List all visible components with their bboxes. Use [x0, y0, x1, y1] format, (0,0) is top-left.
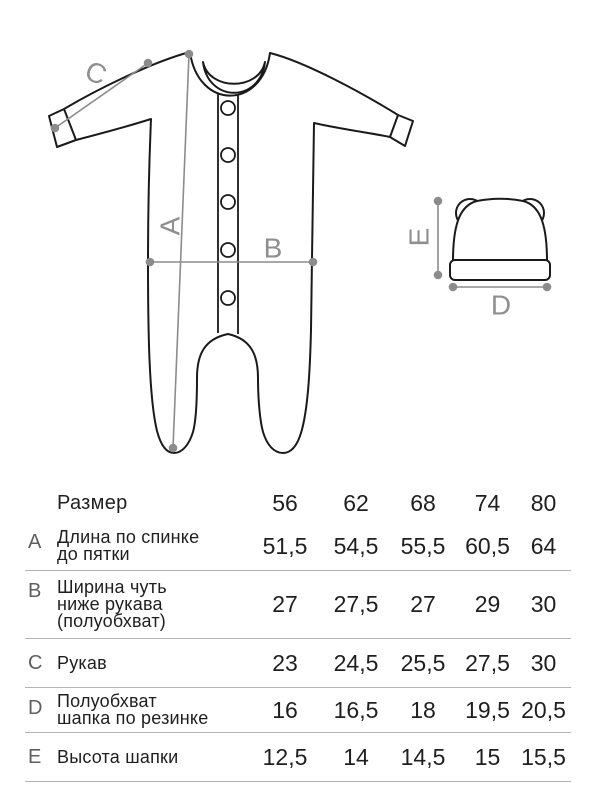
- row-name-line: Рукав: [57, 652, 107, 673]
- row-value: 27,5: [465, 649, 510, 676]
- row-value: 60,5: [465, 532, 510, 559]
- snap-button: [221, 291, 235, 305]
- row-letter: A: [28, 531, 42, 553]
- diagram-label-a: A: [154, 216, 186, 236]
- snap-button: [221, 243, 235, 257]
- size-column-header: 56: [272, 489, 298, 516]
- measure-dot: [544, 284, 551, 291]
- diagram-label-e: E: [403, 227, 435, 247]
- row-name: [57, 746, 245, 767]
- table-row: [25, 688, 571, 733]
- row-value: 15,5: [521, 743, 566, 770]
- row-value: 27: [272, 591, 298, 617]
- row-name: [57, 652, 245, 673]
- size-table: [25, 484, 571, 782]
- measure-dot: [145, 60, 152, 67]
- row-value: 15: [474, 743, 501, 770]
- row-name-line: ниже рукава: [57, 594, 163, 614]
- row-letter: C: [28, 651, 43, 674]
- row-value: 30: [530, 649, 557, 676]
- row-value: 64: [530, 532, 557, 559]
- size-table-body: [25, 522, 571, 782]
- measure-dot: [450, 284, 457, 291]
- size-column-header: 68: [410, 489, 436, 516]
- row-value: 30: [530, 591, 557, 617]
- measure-dot: [310, 259, 317, 266]
- snap-button: [221, 148, 235, 162]
- row-letter: D: [28, 697, 43, 719]
- row-value: 16,5: [333, 696, 379, 723]
- row-name-line: шапка по резинке: [57, 708, 209, 728]
- row-value: 27,5: [333, 591, 379, 617]
- row-name-line: (полуобхват): [57, 611, 166, 631]
- row-name-line: Длина по спинке: [57, 527, 200, 547]
- hat-dome: [453, 199, 547, 261]
- row-name: [57, 693, 245, 727]
- snap-button: [221, 195, 235, 209]
- table-row: [25, 639, 571, 688]
- row-name-line: Полуобхват: [57, 691, 157, 711]
- row-value: 25,5: [400, 649, 446, 676]
- row-name: [57, 529, 245, 563]
- table-row: [25, 522, 571, 571]
- row-name-line: Высота шапки: [57, 746, 179, 767]
- snap-button: [221, 101, 235, 115]
- row-value: 55,5: [400, 532, 446, 559]
- diagram-label-b: B: [263, 232, 283, 264]
- row-name-line: до пятки: [57, 544, 130, 564]
- row-value: 14,5: [400, 743, 446, 770]
- measure-dot: [52, 125, 59, 132]
- measure-dot: [186, 51, 193, 58]
- row-value: 20,5: [521, 696, 566, 723]
- size-header-label: Размер: [57, 491, 128, 514]
- row-name: [57, 579, 245, 630]
- row-value: 18: [410, 696, 436, 723]
- row-value: 16: [272, 696, 298, 723]
- measure-dot: [435, 272, 442, 279]
- measure-dot: [170, 445, 177, 452]
- measure-dot: [435, 198, 442, 205]
- row-value: 51,5: [262, 532, 308, 559]
- measure-dot: [147, 259, 154, 266]
- row-value: 19,5: [465, 696, 510, 723]
- diagram-label-c: C: [80, 54, 112, 92]
- size-column-header: 80: [530, 489, 557, 516]
- row-letter: B: [28, 580, 42, 602]
- table-row: [25, 571, 571, 639]
- size-column-header: 74: [474, 489, 501, 516]
- diagram-label-d: D: [490, 289, 512, 321]
- table-row: [25, 733, 571, 782]
- row-value: 27: [410, 591, 436, 617]
- hat-brim: [450, 260, 550, 280]
- row-value: 23: [272, 649, 298, 676]
- row-value: 29: [474, 591, 501, 617]
- row-letter: E: [28, 745, 42, 768]
- hat-drawing: [450, 199, 550, 280]
- row-value: 54,5: [333, 532, 379, 559]
- size-table-header: [25, 484, 571, 522]
- row-name-line: Ширина чуть: [57, 577, 167, 597]
- row-value: 12,5: [262, 743, 308, 770]
- row-value: 14: [343, 743, 369, 770]
- row-value: 24,5: [333, 649, 379, 676]
- size-column-header: 62: [343, 489, 369, 516]
